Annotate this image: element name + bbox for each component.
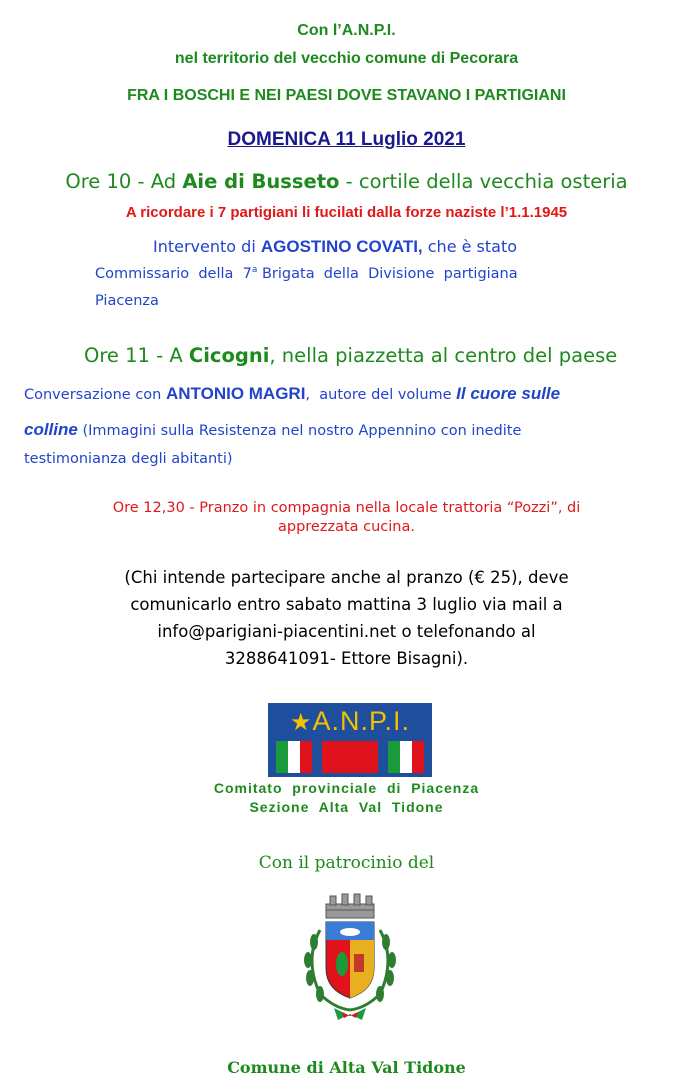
municipality-name: Comune di Alta Val Tidone — [227, 1058, 466, 1077]
municipal-coat-of-arms-icon — [290, 890, 410, 1030]
event1-role-line-1 — [95, 265, 518, 282]
event2-talk-mid: , autore del volume — [305, 387, 457, 403]
header-line-1: Con l’A.N.P.I. — [297, 22, 396, 39]
event-date — [0, 129, 693, 151]
event2-talk-line-1 — [24, 384, 560, 404]
event1-time: Ore 10 - Ad — [65, 170, 183, 193]
event1-speaker-name: AGOSTINO COVATI, — [260, 237, 423, 256]
event2-book-title-1: Il cuore sulle — [456, 384, 561, 403]
event2-book-title-2: colline — [24, 420, 78, 439]
event1-role-line-2: Piacenza — [95, 293, 159, 309]
event2-title — [84, 344, 617, 367]
event1-role-b: Brigata della Divisione partigiana — [257, 265, 518, 282]
event2-place: Cicogni — [188, 344, 270, 367]
booking-email-line: info@parigiani-piacentini.net o telefonando al — [157, 622, 536, 641]
committee-line-1: Comitato provinciale di Piacenza — [213, 780, 480, 796]
event1-place: Aie di Busseto — [182, 170, 340, 193]
event2-talk-line-3: testimonianza degli abitanti) — [24, 451, 233, 467]
event1-speaker-prefix: Intervento di — [153, 237, 261, 256]
anpi-star-icon: ★ — [289, 709, 313, 736]
header-line-2: nel territorio del vecchio comune di Pecorara — [174, 50, 519, 67]
event2-place-detail: , nella piazzetta al centro del paese — [269, 344, 618, 367]
anpi-flag-band — [272, 739, 428, 775]
event1-role-a: Commissario della 7 — [95, 265, 252, 282]
booking-line-1: (Chi intende partecipare anche al pranzo (€ 25), deve — [124, 568, 569, 587]
event2-talk-prefix: Conversazione con — [24, 387, 166, 403]
event-date-text: DOMENICA 11 Luglio 2021 — [227, 129, 466, 150]
patronage-text: Con il patrocinio del — [258, 853, 435, 873]
lunch-line-1: Ore 12,30 - Pranzo in compagnia nella locale trattoria “Pozzi”, di — [112, 500, 581, 516]
event2-speaker-name: ANTONIO MAGRI — [165, 384, 306, 403]
booking-line-2: comunicarlo entro sabato mattina 3 luglio via mail a — [130, 595, 563, 614]
booking-line-3 — [0, 622, 693, 641]
event1-place-detail: - cortile della vecchia osteria — [339, 170, 628, 193]
event2-time: Ore 11 - A — [84, 344, 189, 367]
event2-book-desc-a: (Immagini sulla Resistenza nel nostro Appennino con inedite — [77, 423, 522, 439]
booking-line-4: 3288641091- Ettore Bisagni). — [224, 649, 469, 668]
anpi-logo-label: A.N.P.I. — [312, 706, 411, 736]
event2-talk-line-2 — [24, 420, 521, 440]
event1-role-superscript: a — [251, 265, 258, 275]
committee-line-2: Sezione Alta Val Tidone — [249, 799, 444, 815]
event1-title — [0, 170, 693, 193]
anpi-logo — [268, 703, 432, 777]
header-line-3: FRA I BOSCHI E NEI PAESI DOVE STAVANO I PARTIGIANI — [127, 87, 566, 104]
lunch-line-2: apprezzata cucina. — [278, 519, 415, 535]
event1-speaker-suffix: che è stato — [422, 237, 518, 256]
event1-remembrance: A ricordare i 7 partigiani li fucilati dalla forze naziste l’1.1.1945 — [125, 204, 568, 221]
event1-speaker — [153, 237, 517, 257]
anpi-logo-text — [272, 705, 428, 737]
